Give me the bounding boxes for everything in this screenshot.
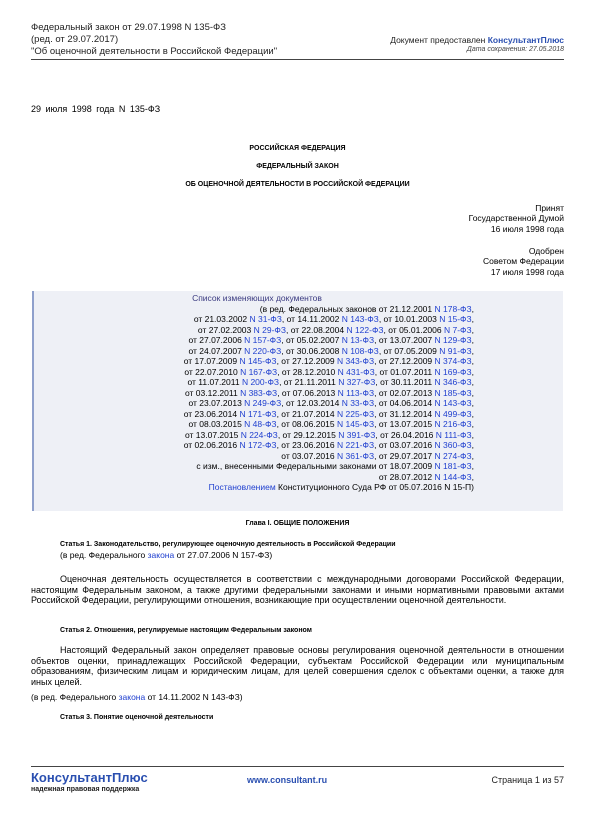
amendment-text: , от 31.12.2014 [374,408,435,419]
changes-line [40,346,474,357]
law-date-number: 29 июля 1998 года N 135-ФЗ [31,104,161,114]
consultant-logo: КонсультантПлюс [31,770,148,785]
amendment-link[interactable]: N 108-ФЗ [341,345,379,356]
amendment-text: , [471,324,474,335]
amendment-text: , [471,303,474,314]
amendment-text: от 23.07.2013 [188,398,245,408]
amendment-text: от 03.07.2016 [281,450,337,461]
changes-line [40,440,474,451]
amendment-text: , от 08.06.2015 [276,419,337,429]
amendment-text: от 17.07.2009 [183,356,240,366]
changes-list-bar [32,291,34,511]
amendment-text: , от 07.06.2013 [277,387,338,398]
amendment-link[interactable]: N 7-ФЗ [443,324,472,335]
document-header-info [31,22,277,58]
amendment-link[interactable]: N 220-ФЗ [244,345,282,356]
save-date: Дата сохранения: 27.05.2018 [466,46,564,53]
amendment-link[interactable]: N 172-ФЗ [239,440,277,450]
amendment-text: , от 05.02.2007 [281,335,342,345]
amendment-text: , [471,450,474,461]
header-divider [31,59,564,60]
header-law-name: "Об оценочной деятельности в Российской Федерации" [31,46,278,57]
amendment-text: от 21.03.2002 [193,314,250,324]
doc-type-title: ФЕДЕРАЛЬНЫЙ ЗАКОН [256,163,339,170]
approved-line: 17 июля 1998 года [490,266,564,277]
amendment-link[interactable]: N 216-ФЗ [434,419,472,429]
law-link[interactable]: закона [118,692,146,702]
amendment-link[interactable]: N 157-ФЗ [244,335,282,345]
amendment-link[interactable]: N 145-ФЗ [239,356,277,366]
amendment-link[interactable]: N 499-ФЗ [434,408,472,419]
article-1-edition: (в ред. Федерального закона от 27.07.2006 N 157-ФЗ) [60,550,273,560]
amendment-link[interactable]: N 169-ФЗ [434,366,472,377]
amendment-text: Конституционного Суда РФ от 05.07.2016 N 15-П) [275,482,474,492]
amendment-text: от 27.07.2006 [188,335,245,345]
law-link[interactable]: закона [147,550,175,560]
amendment-text: , от 30.11.2011 [375,377,435,387]
accepted-line: Принят [535,203,564,213]
amendment-text: , [471,419,474,429]
website-link[interactable]: www.consultant.ru [247,775,328,785]
amendment-text: , от 27.12.2009 [374,356,435,366]
amendment-link[interactable]: N 145-ФЗ [336,419,375,429]
amendment-text: , от 14.11.2002 [281,314,342,324]
amendment-text: , от 30.06.2008 [281,345,342,356]
amendment-text: от 28.07.2012 [378,471,435,482]
changes-line [40,419,474,430]
amendment-link[interactable]: N 221-ФЗ [336,440,375,450]
amendment-link[interactable]: N 200-ФЗ [241,377,280,387]
amendment-link[interactable]: N 48-ФЗ [244,419,277,429]
amendment-text: , от 02.07.2013 [374,387,435,398]
page-number: Страница 1 из 57 [491,775,564,785]
accepted-block [469,203,564,234]
amendment-link[interactable]: N 181-ФЗ [434,461,472,471]
amendment-link[interactable]: N 171-ФЗ [239,408,277,419]
amendment-text: от 27.02.2003 [197,324,254,335]
amendment-link[interactable]: N 143-ФЗ [341,314,379,324]
amendment-text: от 03.12.2011 [185,387,241,398]
amendment-text: от 11.07.2011 [187,377,242,387]
amendment-text: , от 13.07.2015 [374,419,435,429]
amendment-text: , [471,366,474,377]
brand-link[interactable]: КонсультантПлюс [487,35,564,45]
provided-by-label: Документ предоставлен [390,35,488,45]
amendment-text: с изм., внесенными Федеральными законами от 18.07.2009 [196,461,435,471]
approved-block [483,246,564,277]
amendment-text: , от 22.08.2004 [286,324,347,335]
amendment-link[interactable]: N 15-ФЗ [439,314,472,324]
amendment-link[interactable]: N 167-ФЗ [240,366,278,377]
amendment-link[interactable]: N 113-ФЗ [337,387,375,398]
amendment-text: , [471,314,474,324]
changes-line [40,377,474,388]
amendment-link[interactable]: N 143-ФЗ [434,398,472,408]
article-3-title: Статья 3. Понятие оценочной деятельности [60,714,214,721]
changes-list [40,293,474,493]
amendment-text: , [471,356,474,366]
amendment-text: , [471,398,474,408]
amendment-text: , от 03.07.2016 [374,440,435,450]
amendment-text: , [471,429,474,440]
amendment-text: от 08.03.2015 [188,419,245,429]
amendment-link[interactable]: N 249-ФЗ [244,398,282,408]
amendment-link[interactable]: N 374-ФЗ [434,356,472,366]
amendment-text: , от 29.12.2015 [277,429,339,440]
amendment-link[interactable]: N 225-ФЗ [336,408,375,419]
amendment-text: , от 05.01.2006 [383,324,444,335]
changes-line [40,335,474,346]
changes-line [40,367,474,378]
changes-line [40,409,474,420]
amendment-text: , от 10.01.2003 [378,314,440,324]
amendment-text: , от 13.07.2007 [374,335,435,345]
amendment-text: , от 12.03.2014 [281,398,342,408]
amendment-link[interactable]: N 111-ФЗ [435,429,472,440]
amendment-link[interactable]: N 185-ФЗ [434,387,472,398]
article-1-title: Статья 1. Законодательство, регулирующее оценочную деятельность в Российской Федерации [60,541,396,548]
amendment-text: , [471,461,474,471]
header-edition: (ред. от 29.07.2017) [31,34,119,45]
changes-line [40,482,474,493]
footer-divider [31,766,564,767]
article-2-edition: (в ред. Федерального закона от 14.11.2002 N 143-ФЗ) [31,692,243,702]
amendment-text: , [471,387,474,398]
amendment-link[interactable]: N 383-ФЗ [240,387,278,398]
amendment-link[interactable]: N 343-ФЗ [336,356,375,366]
amendment-text: , от 21.11.2011 [279,377,339,387]
header-provider [390,35,564,55]
amendment-text: от 13.07.2015 [185,429,241,440]
amendment-text: , от 07.05.2009 [378,345,440,356]
amendment-text: , от 21.07.2014 [276,408,337,419]
changes-line [40,461,474,472]
changes-list-title: Список изменяющих документов [192,293,322,303]
amendment-text: , от 26.04.2016 [375,429,436,440]
doc-name-title: ОБ ОЦЕНОЧНОЙ ДЕЯТЕЛЬНОСТИ В РОССИЙСКОЙ ФЕДЕРАЦИИ [185,181,410,188]
amendment-text: от 23.06.2014 [183,408,240,419]
accepted-line: Государственной Думой [468,213,564,224]
amendment-link[interactable]: N 361-ФЗ [336,450,375,461]
header-law-title: Федеральный закон от 29.07.1998 N 135-ФЗ [31,22,227,33]
amendment-text: , от 27.12.2009 [276,356,337,366]
changes-line [40,451,474,462]
changes-line [40,388,474,399]
amendment-text: , [471,345,474,356]
amendment-text: , от 01.07.2011 [374,366,435,377]
amendment-text: , [471,335,474,345]
amendment-text: , [471,408,474,419]
amendment-text: , от 28.12.2010 [277,366,338,377]
changes-line [40,314,474,325]
amendment-link[interactable]: N 327-ФЗ [338,377,376,387]
country-title: РОССИЙСКАЯ ФЕДЕРАЦИЯ [249,145,346,152]
amendment-link[interactable]: N 13-ФЗ [341,335,375,345]
amendment-link[interactable]: N 129-ФЗ [434,335,472,345]
changes-line [40,472,474,483]
amendment-link[interactable]: N 391-ФЗ [338,429,376,440]
article-1-text: Оценочная деятельность осуществляется в соответствии с международными договорами Российской Федерации, настоящим Федеральным законом, а также другими федеральными законами и иными нормативными правовыми актами Российской Федерации, регулирующими отношения, возникающие при осуществлении оценочной деятельности. [31,574,564,606]
amendment-text: (в ред. Федеральных законов от 21.12.2001 [259,303,435,314]
amendment-link[interactable]: N 29-ФЗ [253,324,287,335]
amendment-text: от 22.07.2010 [184,366,241,377]
approved-line: Советом Федерации [483,256,564,267]
amendment-text: от 24.07.2007 [188,345,245,356]
amendment-link[interactable]: N 91-ФЗ [439,345,472,356]
amendment-text: от 02.06.2016 [183,440,240,450]
amendment-text: , от 29.07.2017 [374,450,435,461]
approved-line: Одобрен [528,246,564,256]
amendment-link[interactable]: N 360-ФЗ [434,440,472,450]
changes-line [40,430,474,441]
amendment-link[interactable]: N 274-ФЗ [434,450,472,461]
amendment-text: , [471,377,474,387]
amendment-link[interactable]: N 224-ФЗ [240,429,278,440]
article-2-text: Настоящий Федеральный закон определяет правовые основы регулирования оценочной деятельности в отношении объектов оценки, принадлежащих Российской Федерации, субъектам Российской Федерации или муниципальным образованиям, физическим лицам и юридическим лицам, для целей совершения сделок с объектами оценки, а также для иных целей. [31,645,564,687]
article-2-title: Статья 2. Отношения, регулируемые настоящим Федеральным законом [60,627,312,634]
amendment-link[interactable]: N 346-ФЗ [434,377,472,387]
amendment-text: , от 04.06.2014 [374,398,435,408]
amendment-text: , от 23.06.2016 [276,440,337,450]
amendment-link[interactable]: N 144-ФЗ [434,471,472,482]
amendment-text: , [471,471,474,482]
amendment-link[interactable]: N 33-ФЗ [341,398,375,408]
chapter-title: Глава I. ОБЩИЕ ПОЛОЖЕНИЯ [245,520,350,527]
amendment-link[interactable]: N 431-ФЗ [337,366,375,377]
amendment-link[interactable]: Постановлением [208,482,276,492]
amendment-link[interactable]: N 178-ФЗ [434,303,472,314]
accepted-line: 16 июля 1998 года [490,223,564,234]
amendment-link[interactable]: N 31-ФЗ [249,314,282,324]
changes-line [40,398,474,409]
changes-line [40,356,474,367]
amendment-text: , [471,440,474,450]
changes-line [40,325,474,336]
changes-line [40,304,474,315]
amendment-link[interactable]: N 122-ФЗ [346,324,384,335]
logo-tagline: надежная правовая поддержка [31,786,140,793]
